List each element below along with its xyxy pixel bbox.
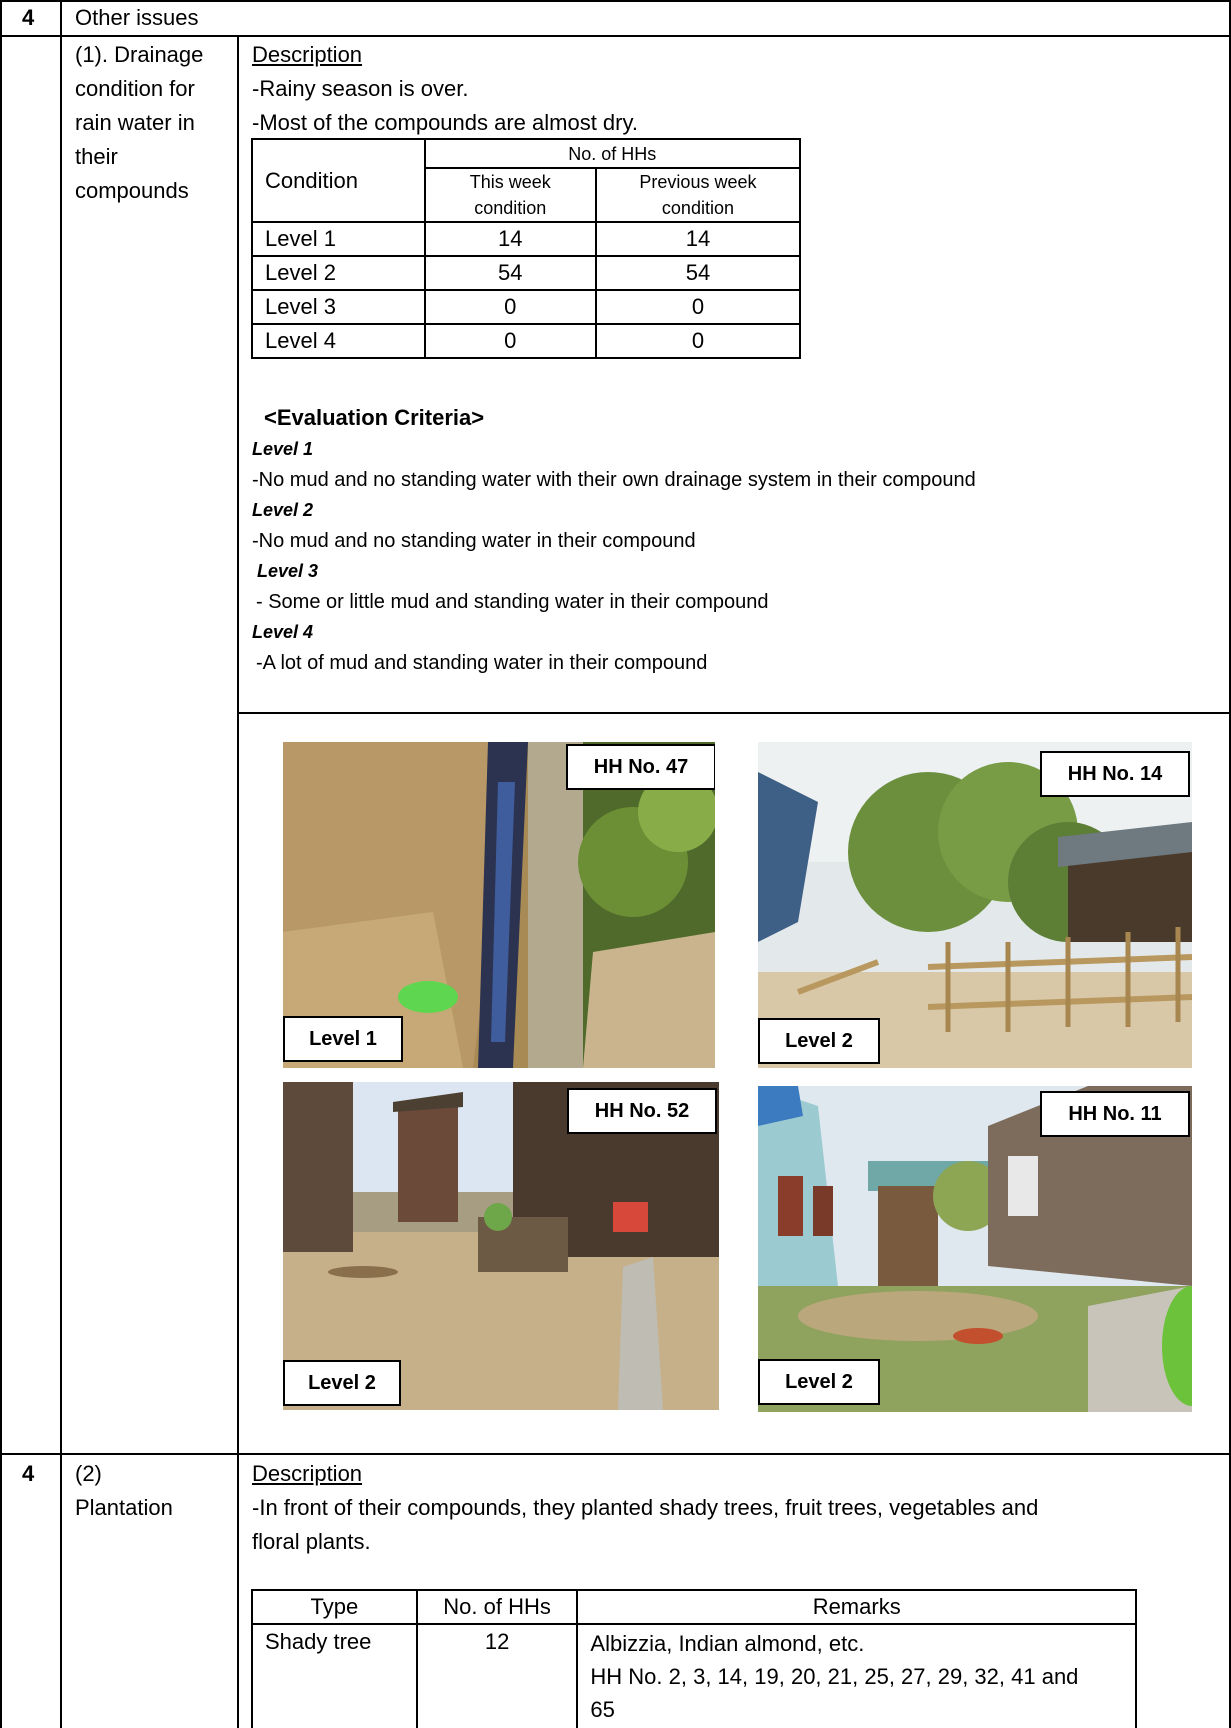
table-row [252, 256, 800, 290]
cell-this-week: 14 [425, 222, 596, 256]
frame-top-border [0, 0, 1231, 2]
level-label: Level 1 [283, 1016, 403, 1062]
hh-number-label: HH No. 14 [1040, 751, 1190, 797]
cell-level: Level 1 [252, 222, 425, 256]
hh-number-label: HH No. 52 [567, 1088, 717, 1134]
description-line: -Most of the compounds are almost dry. [252, 110, 638, 135]
cell-remarks [577, 1624, 1136, 1728]
criteria-level-label: Level 3 [257, 561, 319, 581]
subsection-title-line: (2) [75, 1461, 102, 1486]
section-title: Other issues [75, 5, 199, 30]
cell-previous-week: 54 [596, 256, 800, 290]
photo-hh-11 [758, 1086, 1192, 1412]
table-header-condition: Condition [252, 139, 425, 222]
subsection-title-line: condition for [75, 76, 195, 101]
cell-previous-week: 0 [596, 290, 800, 324]
cell-this-week: 54 [425, 256, 596, 290]
drainage-table [251, 138, 801, 359]
table-row [252, 222, 800, 256]
cell-level: Level 4 [252, 324, 425, 358]
description-line: -In front of their compounds, they planted shady trees, fruit trees, vegetables and [252, 1495, 1039, 1520]
photo-divider [238, 712, 1231, 714]
remarks-line: HH No. 2, 3, 14, 19, 20, 21, 25, 27, 29, 32, 41 and [590, 1664, 1079, 1689]
subsection-title-line: (1). Drainage [75, 42, 204, 67]
table-header-count: No. of HHs [417, 1590, 578, 1624]
table-header-remarks: Remarks [577, 1590, 1136, 1624]
level-label: Level 2 [758, 1018, 880, 1064]
cell-this-week: 0 [425, 290, 596, 324]
cell-level: Level 3 [252, 290, 425, 324]
criteria-text: -No mud and no standing water with their own drainage system in their compound [252, 469, 976, 491]
hh-number-label: HH No. 11 [1040, 1091, 1190, 1137]
remarks-line: 65 [590, 1697, 615, 1722]
cell-count: 12 [417, 1624, 578, 1728]
cell-this-week: 0 [425, 324, 596, 358]
description-heading: Description [252, 42, 363, 67]
criteria-level-label: Level 4 [252, 622, 314, 642]
plantation-table [251, 1589, 1137, 1728]
subsection-title-line: Plantation [75, 1495, 173, 1520]
level-label: Level 2 [283, 1360, 401, 1406]
cell-type: Shady tree [252, 1624, 417, 1728]
table-row [252, 1624, 1136, 1728]
cell-level: Level 2 [252, 256, 425, 290]
table-row [252, 290, 800, 324]
table-header-group: No. of HHs [425, 139, 800, 168]
cell-previous-week: 14 [596, 222, 800, 256]
col-divider-2 [237, 35, 239, 1728]
hh-number-label: HH No. 47 [566, 744, 715, 790]
table-header-this-week: This week condition [425, 168, 596, 222]
level-label: Level 2 [758, 1359, 880, 1405]
photo-hh-14 [758, 742, 1192, 1068]
criteria-text: - Some or little mud and standing water in their compound [256, 591, 769, 613]
description-line: floral plants. [252, 1529, 371, 1554]
photo-hh-52 [283, 1082, 719, 1410]
remarks-line: Albizzia, Indian almond, etc. [590, 1631, 865, 1656]
table-header-previous-week: Previous week condition [596, 168, 800, 222]
row-divider [0, 35, 1231, 37]
frame-left-border [0, 0, 2, 1728]
criteria-heading: <Evaluation Criteria> [264, 405, 485, 430]
criteria-level-label: Level 1 [252, 439, 314, 459]
section-number: 4 [22, 1461, 35, 1486]
section-number: 4 [22, 5, 35, 30]
subsection-title-line: rain water in [75, 110, 195, 135]
description-heading: Description [252, 1461, 363, 1486]
subsection-title-line: compounds [75, 178, 189, 203]
photo-hh-47 [283, 742, 715, 1068]
subsection-title-line: their [75, 144, 118, 169]
criteria-level-label: Level 2 [252, 500, 314, 520]
criteria-text: -No mud and no standing water in their compound [252, 530, 696, 552]
table-row [252, 324, 800, 358]
description-line: -Rainy season is over. [252, 76, 469, 101]
section-divider [0, 1453, 1231, 1455]
criteria-text: -A lot of mud and standing water in their compound [256, 652, 708, 674]
col-divider-1 [60, 0, 62, 1728]
table-header-type: Type [252, 1590, 417, 1624]
cell-previous-week: 0 [596, 324, 800, 358]
